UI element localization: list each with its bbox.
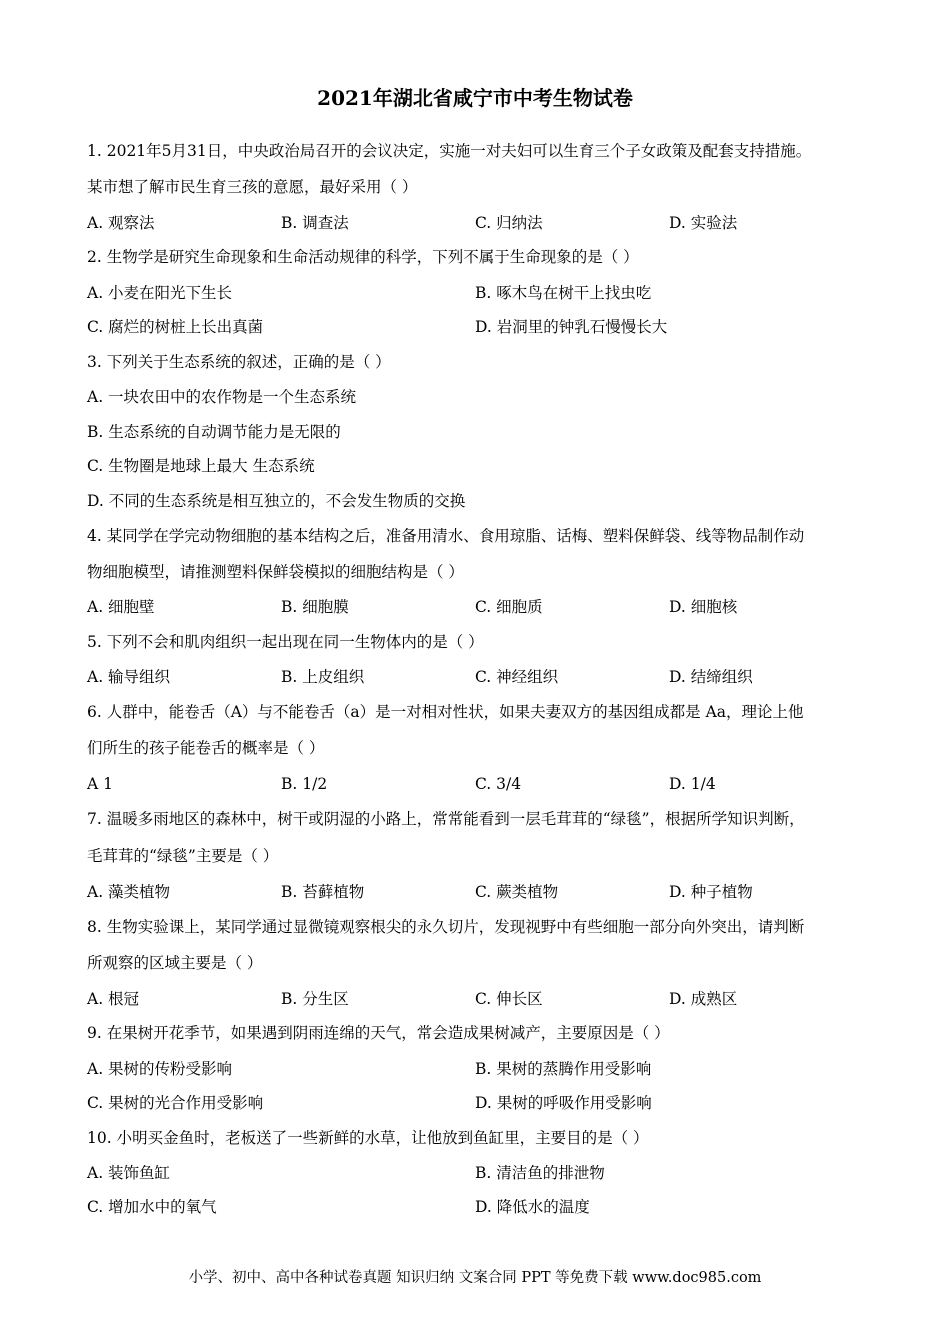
question-7-option-b: B. 苔藓植物 xyxy=(281,883,365,901)
question-7-option-a: A. 藻类植物 xyxy=(87,883,171,901)
question-7-stem-line-1: 7. 温暖多雨地区的森林中，树干或阴湿的小路上，常常能看到一层毛茸茸的“绿毯”，根据所学知识判断， xyxy=(87,810,805,828)
question-4-option-a: A. 细胞壁 xyxy=(87,598,155,616)
question-7-option-d: D. 种子植物 xyxy=(669,883,753,901)
question-8-stem-line-1: 8. 生物实验课上，某同学通过显微镜观察根尖的永久切片，发现视野中有些细胞一部分向外突出，请判断 xyxy=(87,918,805,936)
question-2-option-c: C. 腐烂的树桩上长出真菌 xyxy=(87,318,264,336)
question-1-option-d: D. 实验法 xyxy=(669,214,738,232)
question-2-option-b: B. 啄木鸟在树干上找虫吃 xyxy=(475,284,652,302)
question-4-option-d: D. 细胞核 xyxy=(669,598,738,616)
question-3-option-a: A. 一块农田中的农作物是一个生态系统 xyxy=(87,388,357,406)
question-7-stem-line-2: 毛茸茸的“绿毯”主要是（ ） xyxy=(87,847,279,865)
question-9-option-c: C. 果树的光合作用受影响 xyxy=(87,1094,264,1112)
question-4-option-b: B. 细胞膜 xyxy=(281,598,349,616)
question-6-stem-line-1: 6. 人群中，能卷舌（A）与不能卷舌（a）是一对相对性状，如果夫妻双方的基因组成都是 Aa，理论上他 xyxy=(87,703,804,721)
question-8-option-c: C. 伸长区 xyxy=(475,990,543,1008)
question-9-stem: 9. 在果树开花季节，如果遇到阴雨连绵的天气，常会造成果树减产，主要原因是（ ） xyxy=(87,1024,670,1042)
question-5-option-b: B. 上皮组织 xyxy=(281,668,365,686)
question-7-option-c: C. 蕨类植物 xyxy=(475,883,559,901)
question-10-option-a: A. 装饰鱼缸 xyxy=(87,1164,171,1182)
question-9-option-d: D. 果树的呼吸作用受影响 xyxy=(475,1094,652,1112)
question-2-stem: 2. 生物学是研究生命现象和生命活动规律的科学，下列不属于生命现象的是（ ） xyxy=(87,248,639,266)
question-6-option-c: C. 3/4 xyxy=(475,775,522,793)
question-9-option-a: A. 果树的传粉受影响 xyxy=(87,1060,233,1078)
question-3-option-c: C. 生物圈是地球上最大 生态系统 xyxy=(87,457,315,475)
question-8-stem-line-2: 所观察的区域主要是（ ） xyxy=(87,954,263,972)
question-10-option-b: B. 清洁鱼的排泄物 xyxy=(475,1164,605,1182)
question-4-option-c: C. 细胞质 xyxy=(475,598,543,616)
question-1-option-b: B. 调查法 xyxy=(281,214,349,232)
question-2-option-a: A. 小麦在阳光下生长 xyxy=(87,284,233,302)
question-1-option-a: A. 观察法 xyxy=(87,214,155,232)
question-1-stem-line-1: 1. 2021年5月31日，中央政治局召开的会议决定，实施一对夫妇可以生育三个子女政策及配套支持措施。 xyxy=(87,142,812,160)
question-4-stem-line-2: 物细胞模型，请推测塑料保鲜袋模拟的细胞结构是（ ） xyxy=(87,563,464,581)
question-6-option-b: B. 1/2 xyxy=(281,775,328,793)
question-3-option-b: B. 生态系统的自动调节能力是无限的 xyxy=(87,423,341,441)
page-title: 2021年湖北省咸宁市中考生物试卷 xyxy=(317,86,633,110)
question-5-option-c: C. 神经组织 xyxy=(475,668,559,686)
question-8-option-a: A. 根冠 xyxy=(87,990,140,1008)
question-6-stem-line-2: 们所生的孩子能卷舌的概率是（ ） xyxy=(87,739,325,757)
question-8-option-d: D. 成熟区 xyxy=(669,990,738,1008)
question-6-option-a: A 1 xyxy=(87,775,113,793)
page-footer: 小学、初中、高中各种试卷真题 知识归纳 文案合同 PPT 等免费下载 www.doc985.com xyxy=(188,1270,762,1286)
question-4-stem-line-1: 4. 某同学在学完动物细胞的基本结构之后，准备用清水、食用琼脂、话梅、塑料保鲜袋、线等物品制作动 xyxy=(87,527,805,545)
question-9-option-b: B. 果树的蒸腾作用受影响 xyxy=(475,1060,652,1078)
question-5-option-a: A. 输导组织 xyxy=(87,668,171,686)
question-5-stem: 5. 下列不会和肌肉组织一起出现在同一生物体内的是（ ） xyxy=(87,633,484,651)
question-8-option-b: B. 分生区 xyxy=(281,990,349,1008)
question-1-option-c: C. 归纳法 xyxy=(475,214,543,232)
question-10-option-d: D. 降低水的温度 xyxy=(475,1198,590,1216)
question-5-option-d: D. 结缔组织 xyxy=(669,668,753,686)
question-10-stem: 10. 小明买金鱼时，老板送了一些新鲜的水草，让他放到鱼缸里，主要目的是（ ） xyxy=(87,1129,649,1147)
question-3-stem: 3. 下列关于生态系统的叙述，正确的是（ ） xyxy=(87,353,391,371)
question-6-option-d: D. 1/4 xyxy=(669,775,716,793)
question-3-option-d: D. 不同的生态系统是相互独立的，不会发生物质的交换 xyxy=(87,492,466,510)
question-1-stem-line-2: 某市想了解市民生育三孩的意愿，最好采用（ ） xyxy=(87,178,418,196)
question-2-option-d: D. 岩洞里的钟乳石慢慢长大 xyxy=(475,318,668,336)
question-10-option-c: C. 增加水中的氧气 xyxy=(87,1198,217,1216)
